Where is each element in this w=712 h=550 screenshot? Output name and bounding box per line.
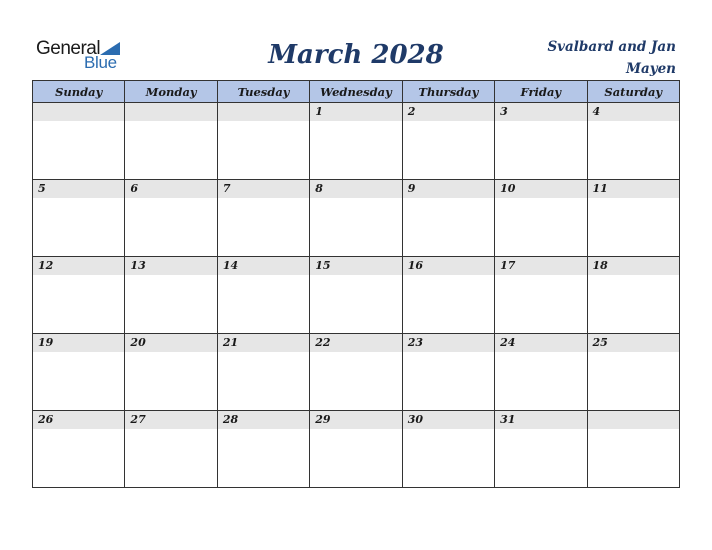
day-number: 7 [218, 180, 309, 198]
day-number: 26 [33, 411, 124, 429]
day-number: 14 [218, 257, 309, 275]
day-number: 12 [33, 257, 124, 275]
day-cell [587, 180, 679, 257]
week-row [33, 411, 680, 488]
day-number: 9 [403, 180, 494, 198]
day-number: 3 [495, 103, 586, 121]
day-cell [310, 257, 402, 334]
day-number: 20 [125, 334, 216, 352]
day-cell [217, 334, 309, 411]
day-cell [125, 103, 217, 180]
day-cell [310, 334, 402, 411]
day-cell [217, 180, 309, 257]
day-cell [495, 180, 587, 257]
day-cell [402, 411, 494, 488]
calendar-body [33, 103, 680, 488]
day-cell [495, 411, 587, 488]
day-cell [310, 411, 402, 488]
day-cell [402, 103, 494, 180]
day-number: 11 [588, 180, 679, 198]
week-row [33, 334, 680, 411]
day-number: 18 [588, 257, 679, 275]
calendar-title: March 2028 [268, 40, 444, 70]
day-cell [125, 180, 217, 257]
day-number: 21 [218, 334, 309, 352]
day-number: 28 [218, 411, 309, 429]
day-number: 27 [125, 411, 216, 429]
day-cell [495, 103, 587, 180]
weekday-header: Wednesday [310, 81, 402, 103]
weekday-header: Thursday [402, 81, 494, 103]
day-cell [33, 180, 125, 257]
day-cell [217, 103, 309, 180]
day-cell [33, 411, 125, 488]
day-number: 10 [495, 180, 586, 198]
weekday-header: Friday [495, 81, 587, 103]
day-cell [587, 103, 679, 180]
day-number: 15 [310, 257, 401, 275]
day-number: 4 [588, 103, 679, 121]
day-number: 24 [495, 334, 586, 352]
day-cell [33, 103, 125, 180]
weekday-header: Sunday [33, 81, 125, 103]
region-line-2: Mayen [626, 61, 676, 77]
day-cell [310, 180, 402, 257]
day-cell [402, 180, 494, 257]
day-cell [402, 334, 494, 411]
day-number: 19 [33, 334, 124, 352]
weekday-header: Monday [125, 81, 217, 103]
day-cell [33, 334, 125, 411]
day-number: 29 [310, 411, 401, 429]
day-number: 17 [495, 257, 586, 275]
day-cell [310, 103, 402, 180]
day-number: 1 [310, 103, 401, 121]
calendar-grid [32, 80, 680, 488]
day-number [588, 411, 679, 429]
day-cell [495, 257, 587, 334]
day-number: 22 [310, 334, 401, 352]
weekday-header: Saturday [587, 81, 679, 103]
week-row [33, 180, 680, 257]
day-cell [217, 257, 309, 334]
day-cell [125, 334, 217, 411]
week-row [33, 103, 680, 180]
day-cell [587, 411, 679, 488]
weekday-header: Tuesday [217, 81, 309, 103]
day-number: 6 [125, 180, 216, 198]
day-number: 8 [310, 180, 401, 198]
logo-word-blue: Blue [84, 53, 117, 72]
day-cell [402, 257, 494, 334]
day-number [33, 103, 124, 121]
day-number: 2 [403, 103, 494, 121]
region-name [526, 36, 676, 80]
day-number [125, 103, 216, 121]
day-number: 5 [33, 180, 124, 198]
day-cell [125, 257, 217, 334]
day-cell [587, 257, 679, 334]
day-cell [217, 411, 309, 488]
day-number: 16 [403, 257, 494, 275]
weekday-header-row [33, 81, 680, 103]
day-number: 25 [588, 334, 679, 352]
region-line-1: Svalbard and Jan [547, 39, 676, 55]
day-cell [125, 411, 217, 488]
week-row [33, 257, 680, 334]
day-number [218, 103, 309, 121]
day-number: 23 [403, 334, 494, 352]
day-cell [33, 257, 125, 334]
day-cell [495, 334, 587, 411]
day-cell [587, 334, 679, 411]
day-number: 13 [125, 257, 216, 275]
logo-word-general: General [36, 38, 101, 59]
day-number: 31 [495, 411, 586, 429]
day-number: 30 [403, 411, 494, 429]
